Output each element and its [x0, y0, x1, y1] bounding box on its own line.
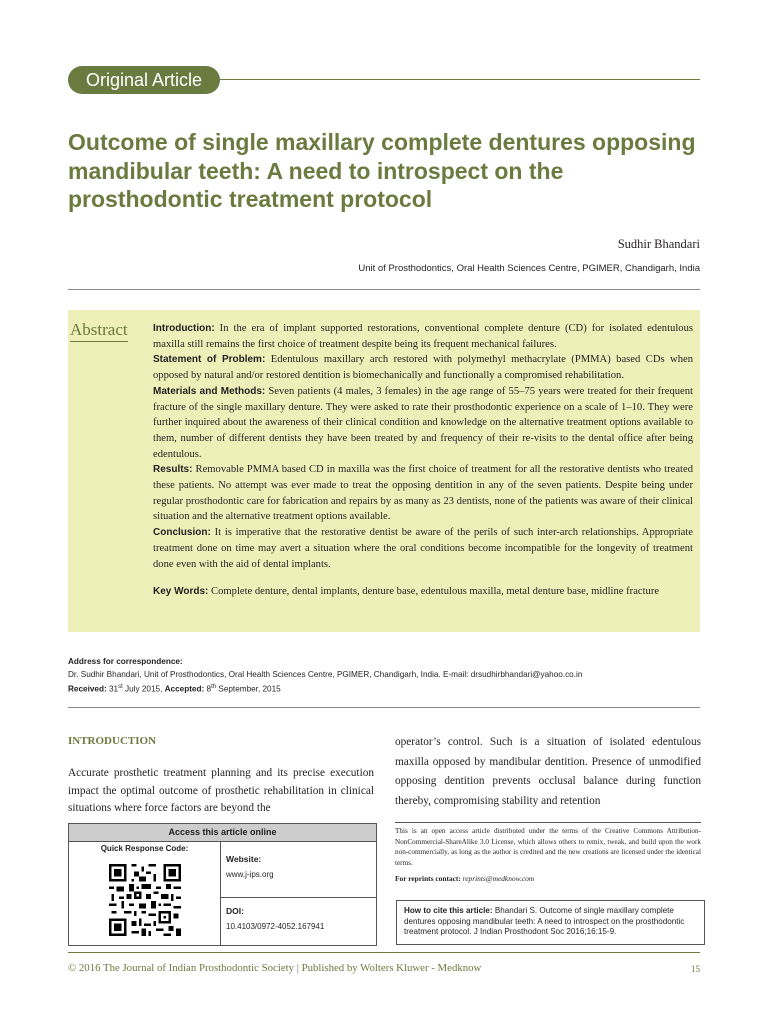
doi-label: DOI:	[226, 906, 244, 916]
abstract-section	[153, 321, 693, 352]
page-number: 15	[691, 964, 700, 974]
license-rule	[395, 822, 701, 823]
cite-text: Bhandari S. Outcome of single maxillary complete dentures opposing mandibular teeth: A need to introspect on the prosthodontic treatment protocol. J Indian Prosthodont Soc 2016;16:15-9.	[404, 906, 685, 937]
license-paragraph: This is an open access article distributed under the terms of the Creative Commons Attribution-NonCommercial-ShareAlike 3.0 License, which allows others to remix, tweak, and build upon the work non-commercially, as long as the author is credited and the new creations are licensed under the identical terms.	[395, 827, 701, 867]
correspondence-block	[68, 655, 708, 696]
dates-line	[68, 681, 708, 696]
correspondence-address: Dr. Sudhir Bhandari, Unit of Prosthodontics, Oral Health Sciences Centre, PGIMER, Chandigarh, India. E-mail: drsudhirbhandari@yahoo.co.in	[68, 670, 583, 679]
table-divider	[220, 842, 221, 945]
author-name: Sudhir Bhandari	[617, 237, 700, 251]
abstract-heading: Materials and Methods:	[153, 385, 266, 397]
abstract-text	[153, 321, 693, 600]
abstract-heading: Introduction:	[153, 323, 215, 334]
divider	[68, 707, 700, 708]
body-right-column	[395, 733, 701, 811]
abstract-paragraph: It is imperative that the restorative dentist be aware of the perils of such inter-arch relationships. Appropriate treatment done on time may avert a situation where the oral conditions become incompatible for the longevity of treatment done even with the aid of dental implants.	[153, 527, 693, 570]
accepted-day: 8	[206, 684, 212, 694]
qr-code-icon[interactable]	[109, 864, 181, 936]
section-label: Original Article	[68, 66, 220, 94]
accepted-rest: September, 2015	[216, 684, 281, 694]
accepted-label: Accepted:	[164, 684, 205, 694]
correspondence-heading: Address for correspondence:	[68, 657, 183, 666]
keywords	[153, 584, 693, 600]
accepted-sup: th	[211, 684, 217, 690]
header-rule	[218, 79, 700, 80]
qr-label: Quick Response Code:	[100, 844, 189, 853]
website-label: Website:	[226, 854, 262, 864]
body-paragraph: operator’s control. Such is a situation of isolated edentulous maxilla opposed by mandibular dentition. Presence of unmodified opposing dentition prevents occlusal balance during function thereby, compromising stability and retention	[395, 736, 701, 807]
body-paragraph: Accurate prosthetic treatment planning and its precise execution impact the optimal outcome of prosthetic rehabilitation in clinical situations where force factors are beyond the	[68, 767, 374, 814]
abstract-paragraph: Removable PMMA based CD in maxilla was the first choice of treatment for all the restorative dentists who treated these patients. No attempt was ever made to treat the opposing dentition in any of the seven patients. Despite being under regular prosthodontic care for fabrication and repairs by as many as 23 dentists, none of the patients was aware of their clinical situation and the alternative treatment options available.	[153, 464, 693, 523]
keywords-text: Complete denture, dental implants, denture base, edentulous maxilla, metal denture base, midline fracture	[208, 586, 660, 598]
access-title: Access this article online	[69, 824, 376, 842]
reprints-label: For reprints contact:	[395, 874, 461, 883]
abstract-section	[153, 352, 693, 383]
received-rest: July 2015,	[122, 684, 165, 694]
article-title: Outcome of single maxillary complete dentures opposing mandibular teeth: A need to introspect on the prosthodontic treatment protocol	[68, 129, 696, 212]
received-sup: st	[118, 684, 123, 690]
reprints-line	[395, 874, 534, 883]
table-divider	[221, 897, 376, 898]
reprints-email[interactable]: reprints@medknow.com	[460, 874, 535, 883]
keywords-heading: Key Words:	[153, 586, 209, 598]
received-day: 31	[108, 684, 119, 694]
abstract-paragraph: Edentulous maxillary arch restored with polymethyl methacrylate (PMMA) based CDs when opposed by natural and/or restored dentition is biomechanically and functionally a compromised rehabilitation.	[153, 354, 693, 382]
abstract-section	[153, 462, 693, 525]
abstract-heading: Results:	[153, 464, 193, 476]
abstract-section	[153, 384, 693, 463]
author-affiliation: Unit of Prosthodontics, Oral Health Sciences Centre, PGIMER, Chandigarh, India	[358, 263, 700, 274]
how-to-cite-box	[396, 900, 705, 945]
footer-rule	[68, 952, 700, 953]
access-online-box	[68, 823, 377, 946]
introduction-heading: INTRODUCTION	[68, 735, 157, 747]
license-text	[395, 826, 701, 868]
received-label: Received:	[68, 684, 107, 694]
abstract-heading: Conclusion:	[153, 527, 211, 539]
website-link[interactable]: www.j-ips.org	[226, 870, 274, 879]
abstract-section	[153, 525, 693, 572]
abstract-paragraph: Seven patients (4 males, 3 females) in the age range of 55–75 years were treated for their frequent fracture of the single maxillary denture. They were asked to rate their prosthodontic experience on a scale of 1–10. They were further inquired about the awareness of their clinical condition and knowledge on the alternative treatment options available to them, number of different dentists they have been treated by and frequency of their re-visits to the dental office after being edentulous.	[153, 385, 693, 460]
doi-link[interactable]: 10.4103/0972-4052.167941	[226, 922, 325, 931]
abstract-label: Abstract	[70, 320, 128, 342]
footer-text: © 2016 The Journal of Indian Prosthodontic Society | Published by Wolters Kluwer - Medknow	[68, 962, 482, 974]
divider	[68, 289, 700, 290]
abstract-heading: Statement of Problem:	[153, 354, 266, 366]
abstract-paragraph: In the era of implant supported restorations, conventional complete denture (CD) for isolated edentulous maxilla still remains the first choice of treatment despite being its frequent mechanical failures.	[153, 323, 693, 350]
cite-label: How to cite this article:	[404, 906, 493, 915]
body-left-column	[68, 765, 374, 818]
